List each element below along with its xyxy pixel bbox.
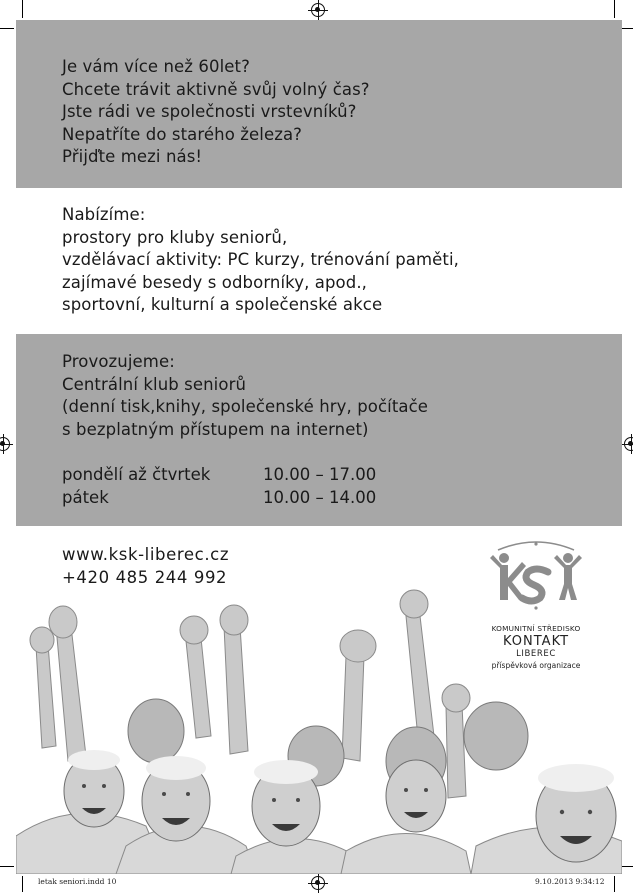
hours-day: pátek [62, 487, 109, 507]
opening-hours [62, 464, 376, 509]
crop-mark [0, 28, 14, 29]
logo-line-4: příspěvková organizace [491, 661, 581, 670]
hours-row [62, 487, 376, 510]
footer-timestamp: 9.10.2013 9:34:12 [535, 877, 605, 886]
crop-mark [0, 866, 14, 867]
offer-text [62, 204, 459, 317]
offer-heading: Nabízíme: [62, 205, 146, 224]
club-text [62, 351, 428, 441]
registration-mark-icon [311, 876, 325, 890]
club-heading: Provozujeme: [62, 352, 175, 371]
offer-line: sportovní, kulturní a společenské akce [62, 295, 383, 314]
registration-mark-icon [311, 3, 325, 17]
club-line: s bezplatným přístupem na internet) [62, 419, 369, 439]
hours-day: pondělí až čtvrtek [62, 465, 211, 484]
hours-time: 10.00 – 14.00 [263, 487, 377, 507]
intro-line: Chcete trávit aktivně svůj volný čas? [62, 79, 370, 99]
intro-line: Nepatříte do starého železa? [62, 124, 303, 144]
club-line: (denní tisk,knihy, společenské hry, počítače [62, 397, 429, 416]
footer-filename: letak seniori.indd 10 [38, 877, 117, 886]
hours-row [62, 464, 376, 487]
logo-line-2: KONTAKT [502, 634, 570, 649]
registration-mark-icon [624, 437, 633, 451]
phone-number: +420 485 244 992 [62, 567, 228, 587]
seniors-photo [16, 586, 622, 874]
crop-mark [614, 0, 615, 18]
intro-line: Je vám více než 60let? [62, 57, 250, 76]
crop-mark [614, 876, 615, 892]
club-line: Centrální klub seniorů [62, 374, 247, 394]
offer-line: vzdělávací aktivity: PC kurzy, trénování paměti, [62, 250, 460, 269]
website-link[interactable]: www.ksk-liberec.cz [62, 545, 230, 564]
logo-line-3: LIBEREC [516, 649, 556, 659]
offer-line: prostory pro kluby seniorů, [62, 227, 288, 247]
intro-line: Přijďte mezi nás! [62, 147, 203, 166]
logo-line-1: KOMUNITNÍ STŘEDISKO [491, 624, 581, 633]
intro-line: Jste rádi ve společnosti vrstevníků? [62, 102, 357, 121]
offer-line: zajímavé besedy s odborníky, apod., [62, 272, 368, 292]
hours-time: 10.00 – 17.00 [263, 465, 377, 484]
registration-mark-icon [0, 437, 10, 451]
contact-info [62, 544, 229, 589]
crop-mark [22, 0, 23, 18]
crop-mark [22, 876, 23, 892]
intro-text [62, 56, 370, 169]
